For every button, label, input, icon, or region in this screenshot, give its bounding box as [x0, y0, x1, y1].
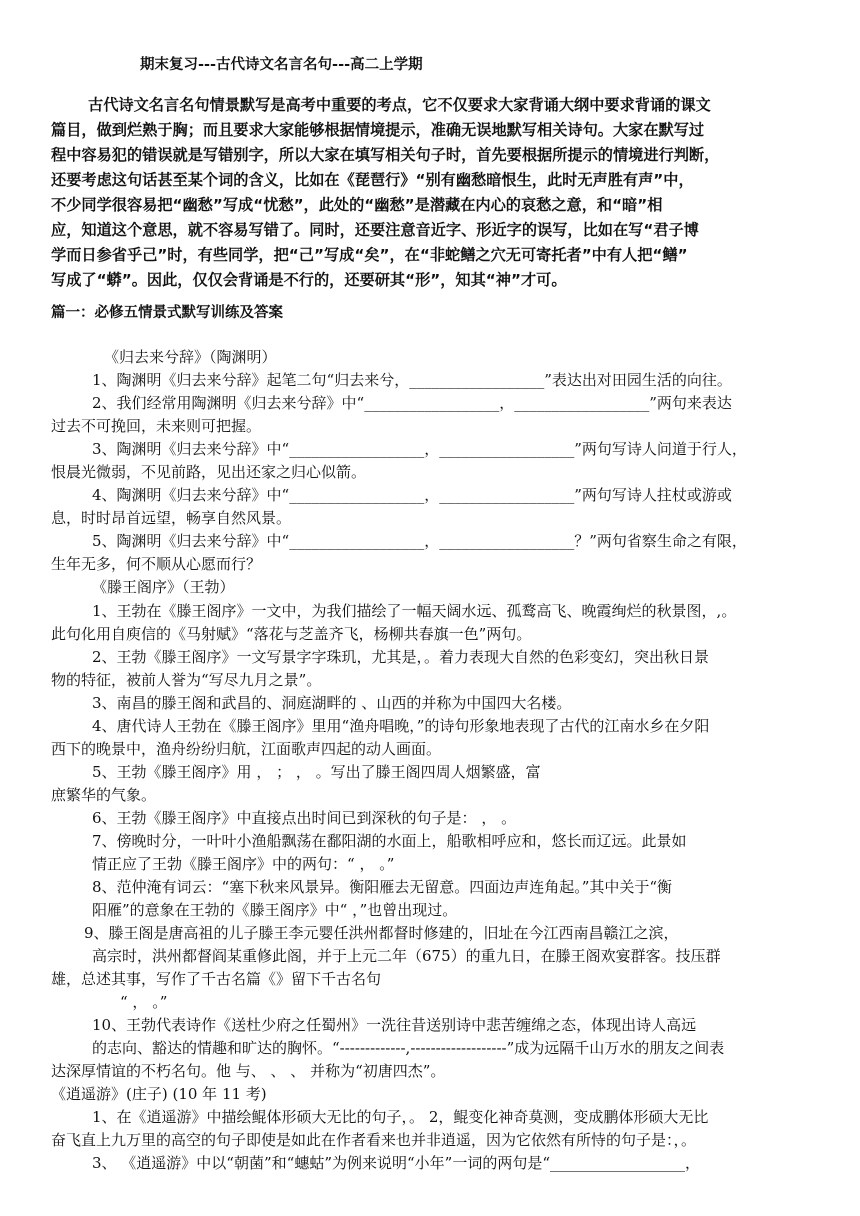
- intro-line: 还要考虑这句话甚至某个词的含义，比如在《琵琶行》“别有幽愁暗恨生，此时无声胜有声”中，: [51, 171, 694, 189]
- text-line: 奋飞直上九万里的高空的句子即使是如此在作者看来也并非逍遥，因为它依然有所恃的句子是：，。: [51, 1131, 697, 1149]
- text-line: 10、王勃代表诗作《送杜少府之任蜀州》一洗往昔送别诗中悲苦缠绵之态，体现出诗人高远: [92, 1016, 697, 1034]
- text-line: 此句化用自庾信的《马射赋》“落花与芝盖齐飞，杨柳共春旗一色”两句。: [51, 625, 532, 643]
- text-line: 2、我们经常用陶渊明《归去来兮辞》中“__________________，__________________”两句来表达: [92, 394, 732, 412]
- text-line: 情正应了王勃《滕王阁序》中的两句：“ ， 。”: [92, 855, 395, 873]
- text-line: 5、王勃《滕王阁序》用 ， ； ， 。写出了滕王阁四周人烟繁盛，富: [92, 763, 541, 781]
- text-line: 《逍遥游》(庄子) (10 年 11 考): [51, 1085, 267, 1103]
- text-line: 1、王勃在《滕王阁序》一文中，为我们描绘了一幅天阔水远、孤鹜高飞、晚霞绚烂的秋景图，,。: [92, 602, 737, 620]
- intro-line: 不少同学很容易把“幽愁”写成“忧愁”，此处的“幽愁”是潜藏在内心的哀愁之意，和“暗”相: [51, 196, 663, 214]
- text-line: 庶繁华的气象。: [51, 786, 157, 804]
- text-line: 《滕王阁序》（王勃）: [92, 578, 235, 596]
- text-line: 阳雁”的意象在王勃的《滕王阁序》中“ ，”也曾出现过。: [92, 901, 458, 919]
- section-heading: 篇一：必修五情景式默写训练及答案: [51, 305, 283, 321]
- text-line: 达深厚情谊的不朽名句。他 与、 、 、 并称为“初唐四杰”。: [51, 1062, 446, 1080]
- text-line: 生年无多，何不顺从心愿而行？: [51, 555, 262, 573]
- text-line: 恨晨光微弱，不见前路，见出还家之归心似箭。: [51, 463, 367, 481]
- text-line: 物的特征，被前人誉为“写尽九月之景”。: [51, 671, 322, 689]
- text-line: 8、范仲淹有词云：“塞下秋来风景异。衡阳雁去无留意。四面边声连角起。”其中关于“衡: [92, 878, 673, 896]
- text-line: 《归去来兮辞》（陶渊明）: [104, 348, 277, 366]
- text-line: 4、唐代诗人王勃在《滕王阁序》里用“渔舟唱晚，”的诗句形象地表现了古代的江南水乡在夕阳: [92, 717, 710, 735]
- text-line: “ ， 。”: [120, 993, 168, 1011]
- intro-line: 程中容易犯的错误就是写错别字，所以大家在填写相关句子时，首先要根据所提示的情境进行判断，: [51, 146, 720, 164]
- text-line: 1、在《逍遥游》中描绘鲲体形硕大无比的句子，。 2，鲲变化神奇莫测，变成鹏体形硕大无比: [92, 1108, 709, 1126]
- text-line: 高宗时，洪州都督阎某重修此阁，并于上元二年（675）的重九日，在滕王阁欢宴群客。技压群: [92, 947, 721, 965]
- text-line: 3、南昌的滕王阁和武昌的、洞庭湖畔的 、山西的并称为中国四大名楼。: [92, 694, 572, 712]
- text-line: 7、傍晚时分，一叶叶小渔船飘荡在鄱阳湖的水面上，船歌相呼应和，悠长而辽远。此景如: [92, 832, 687, 850]
- intro-line: 写成了“蟒”。因此，仅仅会背诵是不行的，还要研其“形”，知其“神”才可。: [51, 271, 567, 289]
- text-line: 9、滕王阁是唐高祖的儿子滕王李元婴任洪州都督时修建的，旧址在今江西南昌赣江之滨，: [84, 924, 679, 942]
- text-line: 息，时时昂首远望，畅享自然风景。: [51, 509, 292, 527]
- intro-line: 古代诗文名言名句情景默写是高考中重要的考点，它不仅要求大家背诵大纲中要求背诵的课文: [88, 96, 711, 114]
- text-line: 3、 《逍遥游》中以“朝菌”和“蟪蛄”为例来说明“小年”一词的两句是“__________________，: [92, 1154, 700, 1172]
- text-line: 1、陶渊明《归去来兮辞》起笔二句“归去来兮，__________________”表达出对田园生活的向往。: [92, 371, 732, 389]
- intro-line: 应，知道这个意思，就不容易写错了。同时，还要注意音近字、形近字的误写，比如在写“君子博: [51, 221, 699, 239]
- document-title: 期末复习---古代诗文名言名句---高二上学期: [140, 57, 423, 73]
- text-line: 3、陶渊明《归去来兮辞》中“__________________，__________________”两句写诗人问道于行人，: [92, 440, 747, 458]
- text-line: 雄，总述其事，写作了千古名篇《》留下千古名句: [51, 970, 382, 988]
- text-line: 2、王勃《滕王阁序》一文写景字字珠玑，尤其是，。着力表现大自然的色彩变幻，突出秋日景: [92, 648, 710, 666]
- text-line: 的志向、豁达的情趣和旷达的胸怀。“-------------,-------------------”成为远隔千山万水的朋友之间表: [92, 1039, 725, 1057]
- text-line: 过去不可挽回，未来则可把握。: [51, 417, 262, 435]
- text-line: 6、王勃《滕王阁序》中直接点出时间已到深秋的句子是： ， 。: [92, 809, 517, 827]
- intro-line: 篇目，做到烂熟于胸；而且要求大家能够根据情境提示，准确无误地默写相关诗句。大家在默写过: [51, 121, 705, 139]
- text-line: 5、陶渊明《归去来兮辞》中“__________________，__________________？”两句省察生命之有限，: [92, 532, 747, 550]
- text-line: 西下的晚景中，渔舟纷纷归航，江面歌声四起的动人画面。: [51, 740, 442, 758]
- text-line: 4、陶渊明《归去来兮辞》中“__________________，__________________”两句写诗人拄杖或游或: [92, 486, 732, 504]
- intro-line: 学而日参省乎己”时，有些同学，把“己”写成“矣”，在“非蛇鳝之穴无可寄托者”中有人把“鳝”: [51, 246, 688, 264]
